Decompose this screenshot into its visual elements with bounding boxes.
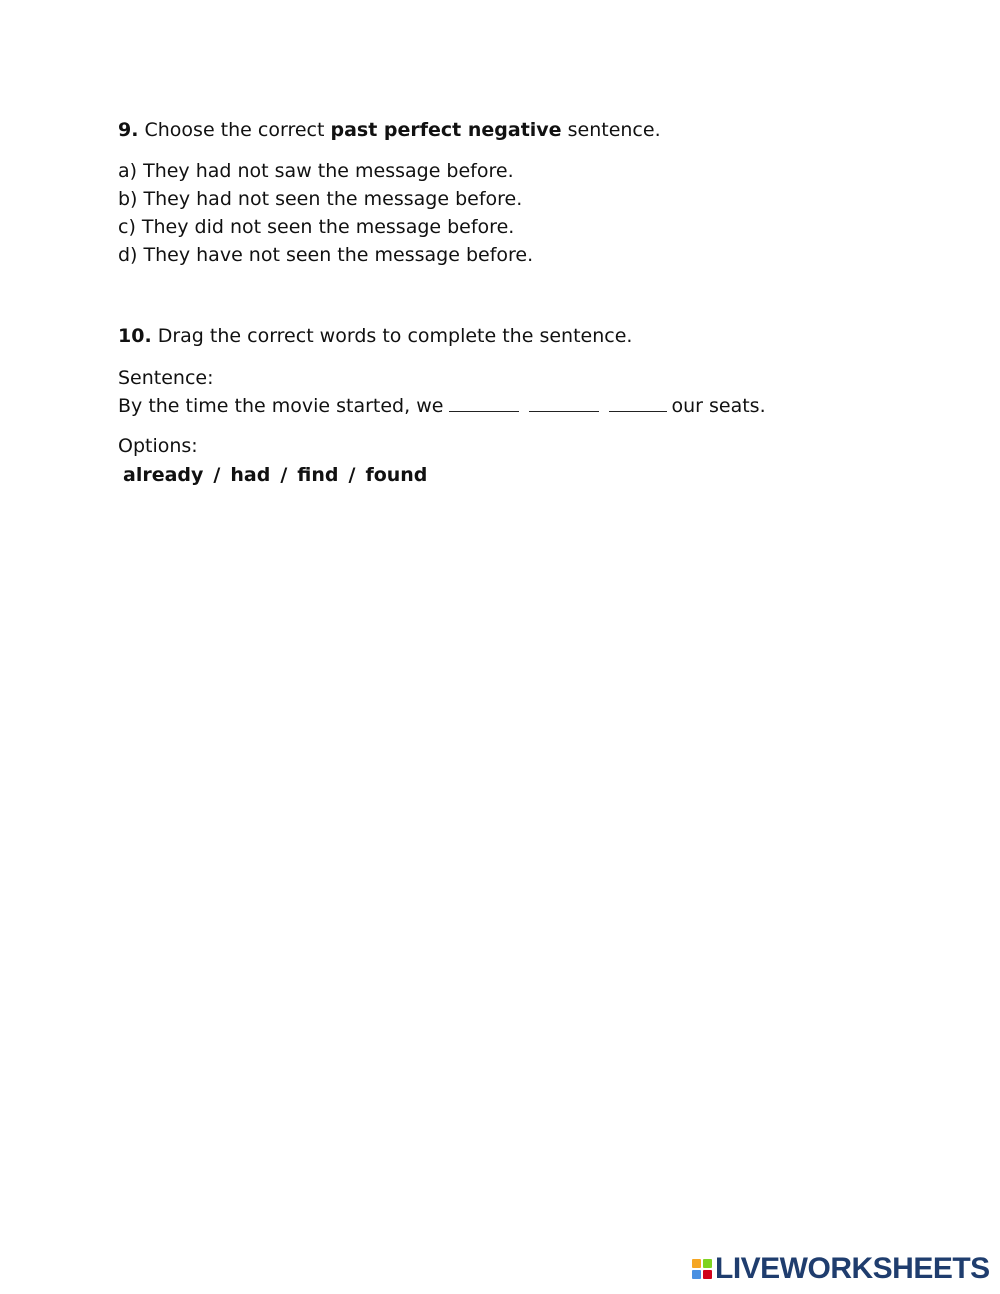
sentence-start: By the time the movie started, we	[118, 395, 450, 417]
sentence-line	[118, 392, 766, 420]
sentence-label: Sentence:	[118, 367, 214, 389]
question-10-prompt	[118, 322, 632, 350]
question-9-options	[118, 157, 533, 269]
sentence-end: our seats.	[671, 395, 766, 417]
question-9-emphasis: past perfect negative	[330, 119, 562, 141]
logo-text: LIVEWORKSHEETS	[715, 1252, 990, 1285]
question-9-option-d[interactable]: d) They have not seen the message before.	[118, 244, 534, 266]
question-9-prefix: Choose the correct	[138, 119, 331, 141]
word-separator: /	[213, 464, 221, 486]
word-separator: /	[348, 464, 356, 486]
question-10-instruction: Drag the correct words to complete the sentence.	[151, 325, 633, 347]
word-options	[118, 461, 427, 489]
word-option-already[interactable]: already	[123, 464, 204, 486]
logo-block-blue	[692, 1270, 701, 1279]
question-9-option-a[interactable]: a) They had not saw the message before.	[118, 160, 514, 182]
question-9-option-b[interactable]: b) They had not seen the message before.	[118, 188, 523, 210]
logo-block-green	[703, 1259, 712, 1268]
word-option-found[interactable]: found	[365, 464, 428, 486]
liveworksheets-logo	[692, 1254, 990, 1284]
logo-block-red	[703, 1270, 712, 1279]
question-9-prompt	[118, 116, 661, 144]
word-option-had[interactable]: had	[230, 464, 271, 486]
drop-blank-3[interactable]	[609, 393, 667, 412]
question-9-number: 9.	[118, 119, 139, 141]
options-label: Options:	[118, 435, 198, 457]
logo-blocks-icon	[692, 1259, 712, 1279]
question-10-number: 10.	[118, 325, 152, 347]
question-9-option-c[interactable]: c) They did not seen the message before.	[118, 216, 515, 238]
drop-blank-1[interactable]	[449, 393, 519, 412]
logo-block-orange	[692, 1259, 701, 1268]
question-9-suffix: sentence.	[561, 119, 661, 141]
word-option-find[interactable]: find	[297, 464, 339, 486]
word-separator: /	[280, 464, 288, 486]
drop-blank-2[interactable]	[529, 393, 599, 412]
